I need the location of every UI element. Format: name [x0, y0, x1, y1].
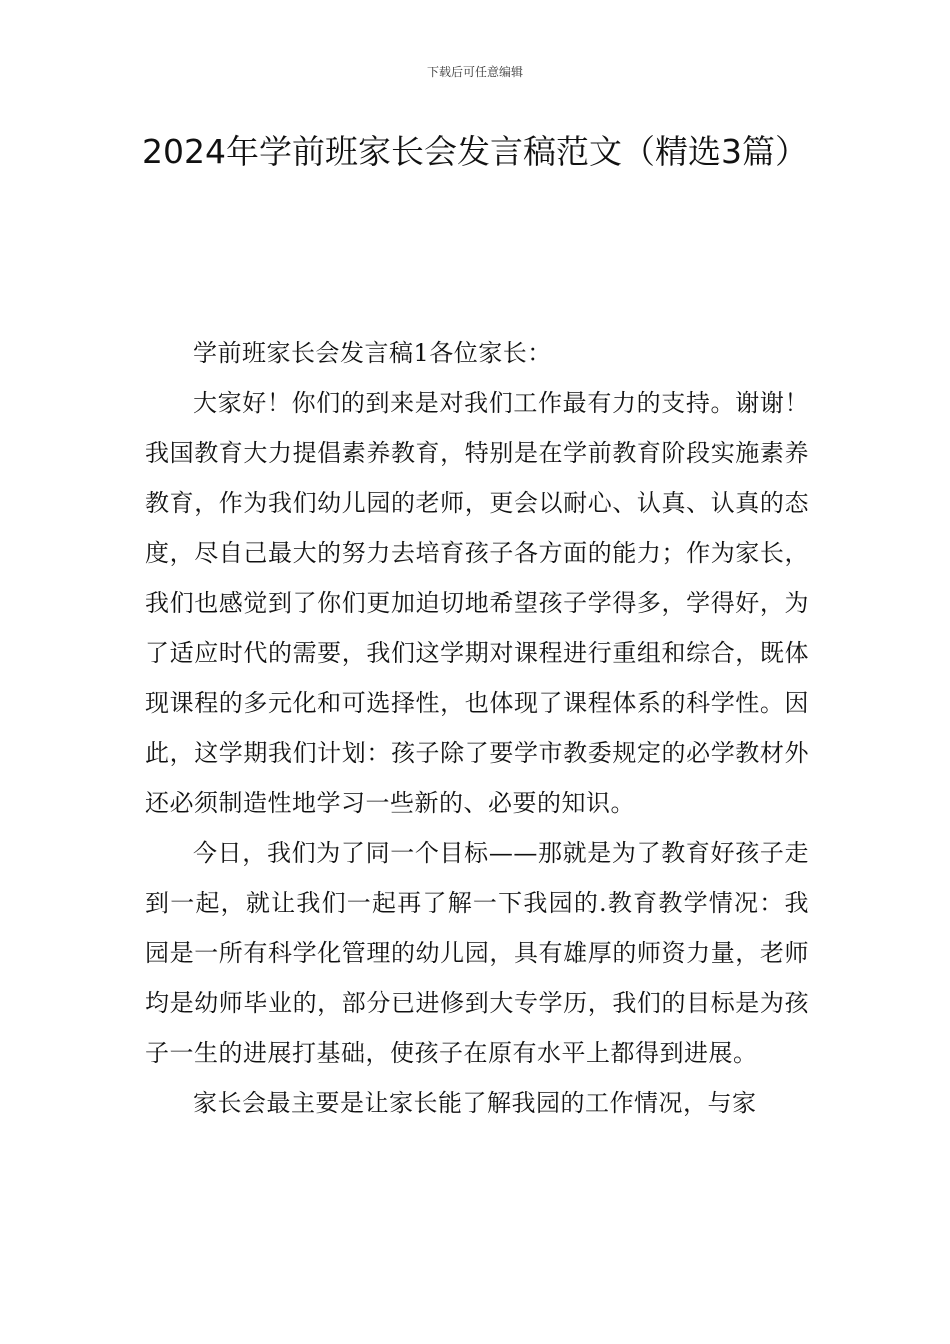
document-title: 2024年学前班家长会发言稿范文（精选3篇）: [142, 132, 808, 171]
document-body: [145, 328, 809, 1128]
paragraph-kindergarten-info: 今日，我们为了同一个目标——那就是为了教育好孩子走到一起，就让我们一起再了解一下我园的.教育教学情况：我园是一所有科学化管理的幼儿园，具有雄厚的师资力量，老师均是幼师毕业的，部分已进修到大专学历，我们的目标是为孩子一生的进展打基础，使孩子在原有水平上都得到进展。: [145, 839, 809, 1067]
header-note: 下载后可任意编辑: [426, 65, 523, 79]
paragraph-meeting-purpose: 家长会最主要是让家长能了解我园的工作情况，与家: [193, 1089, 757, 1117]
paragraph-introduction: 大家好！你们的到来是对我们工作最有力的支持。谢谢！我国教育大力提倡素养教育，特别是在学前教育阶段实施素养教育，作为我们幼儿园的老师，更会以耐心、认真、认真的态度，尽自己最大的努力去培育孩子各方面的能力；作为家长，我们也感觉到了你们更加迫切地希望孩子学得多，学得好，为了适应时代的需要，我们这学期对课程进行重组和综合，既体现课程的多元化和可选择性，也体现了课程体系的科学性。因此，这学期我们计划：孩子除了要学市教委规定的必学教材外还必须制造性地学习一些新的、必要的知识。: [145, 389, 809, 817]
paragraph-salutation: 学前班家长会发言稿1各位家长：: [193, 339, 552, 367]
